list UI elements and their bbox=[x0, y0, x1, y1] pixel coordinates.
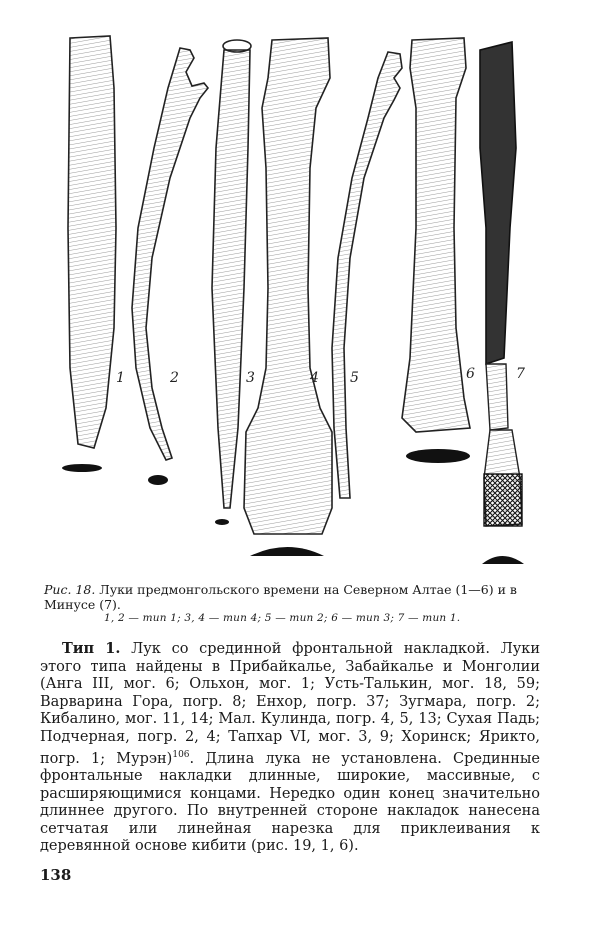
bow-item-6 bbox=[402, 38, 470, 463]
figure-caption bbox=[44, 582, 564, 612]
label-6: 6 bbox=[466, 366, 475, 382]
footnote-ref: 106 bbox=[172, 749, 190, 760]
caption-lead: Рис. 18. bbox=[44, 582, 96, 597]
figure-bow-drawings bbox=[40, 28, 560, 573]
label-3: 3 bbox=[246, 370, 255, 386]
body-paragraph bbox=[40, 640, 540, 856]
bow-item-2 bbox=[132, 48, 208, 485]
label-7: 7 bbox=[516, 366, 525, 382]
caption-text: Луки предмонгольского времени на Северном Алтае (1—6) и в Минусе (7). bbox=[44, 582, 517, 612]
label-5: 5 bbox=[350, 370, 359, 386]
label-1: 1 bbox=[116, 370, 125, 386]
bow-illustration bbox=[40, 28, 560, 573]
bow-item-1 bbox=[62, 36, 116, 472]
label-4: 4 bbox=[310, 370, 319, 386]
section-heading: Тип 1. bbox=[62, 640, 121, 657]
caption-legend: 1, 2 — тип 1; 3, 4 — тип 4; 5 — тип 2; 6 — тип 3; 7 — тип 1. bbox=[104, 612, 461, 624]
bow-item-5 bbox=[332, 52, 402, 498]
paragraph-text-continued: . Длина лука не установлена. Срединные фронтальные накладки длинные, широкие, массивные, с расширяющимися концами. Нередко один конец значительно длиннее другого. По внутренней стороне накладок нанесена сетчатая или линейная нарезка для приклеивания к деревянной основе кибити (рис. 19, 1, 6). bbox=[40, 750, 540, 855]
bow-item-7 bbox=[480, 42, 524, 564]
label-2: 2 bbox=[170, 370, 179, 386]
paragraph-text: Лук со срединной фронтальной накладкой. Луки этого типа найдены в Прибайкалье, Забайкалье и Монголии (Анга III, мог. 6; Ольхон, мог. 1; Усть-Талькин, мог. 18, 59; Варварина Гора, погр. 8; Енхор, погр. 37; Зугмара, погр. 2; Кибалино, мог. 11, 14; Мал. Кулинда, погр. 4, 5, 13; Сухая Падь; Подчерная, погр. 2, 4; Тапхар VI, мог. 3, 9; Хоринск; Ярикто, погр. 1; Мурэн) bbox=[40, 641, 541, 767]
bow-item-4 bbox=[244, 38, 332, 556]
page-number: 138 bbox=[40, 866, 72, 884]
